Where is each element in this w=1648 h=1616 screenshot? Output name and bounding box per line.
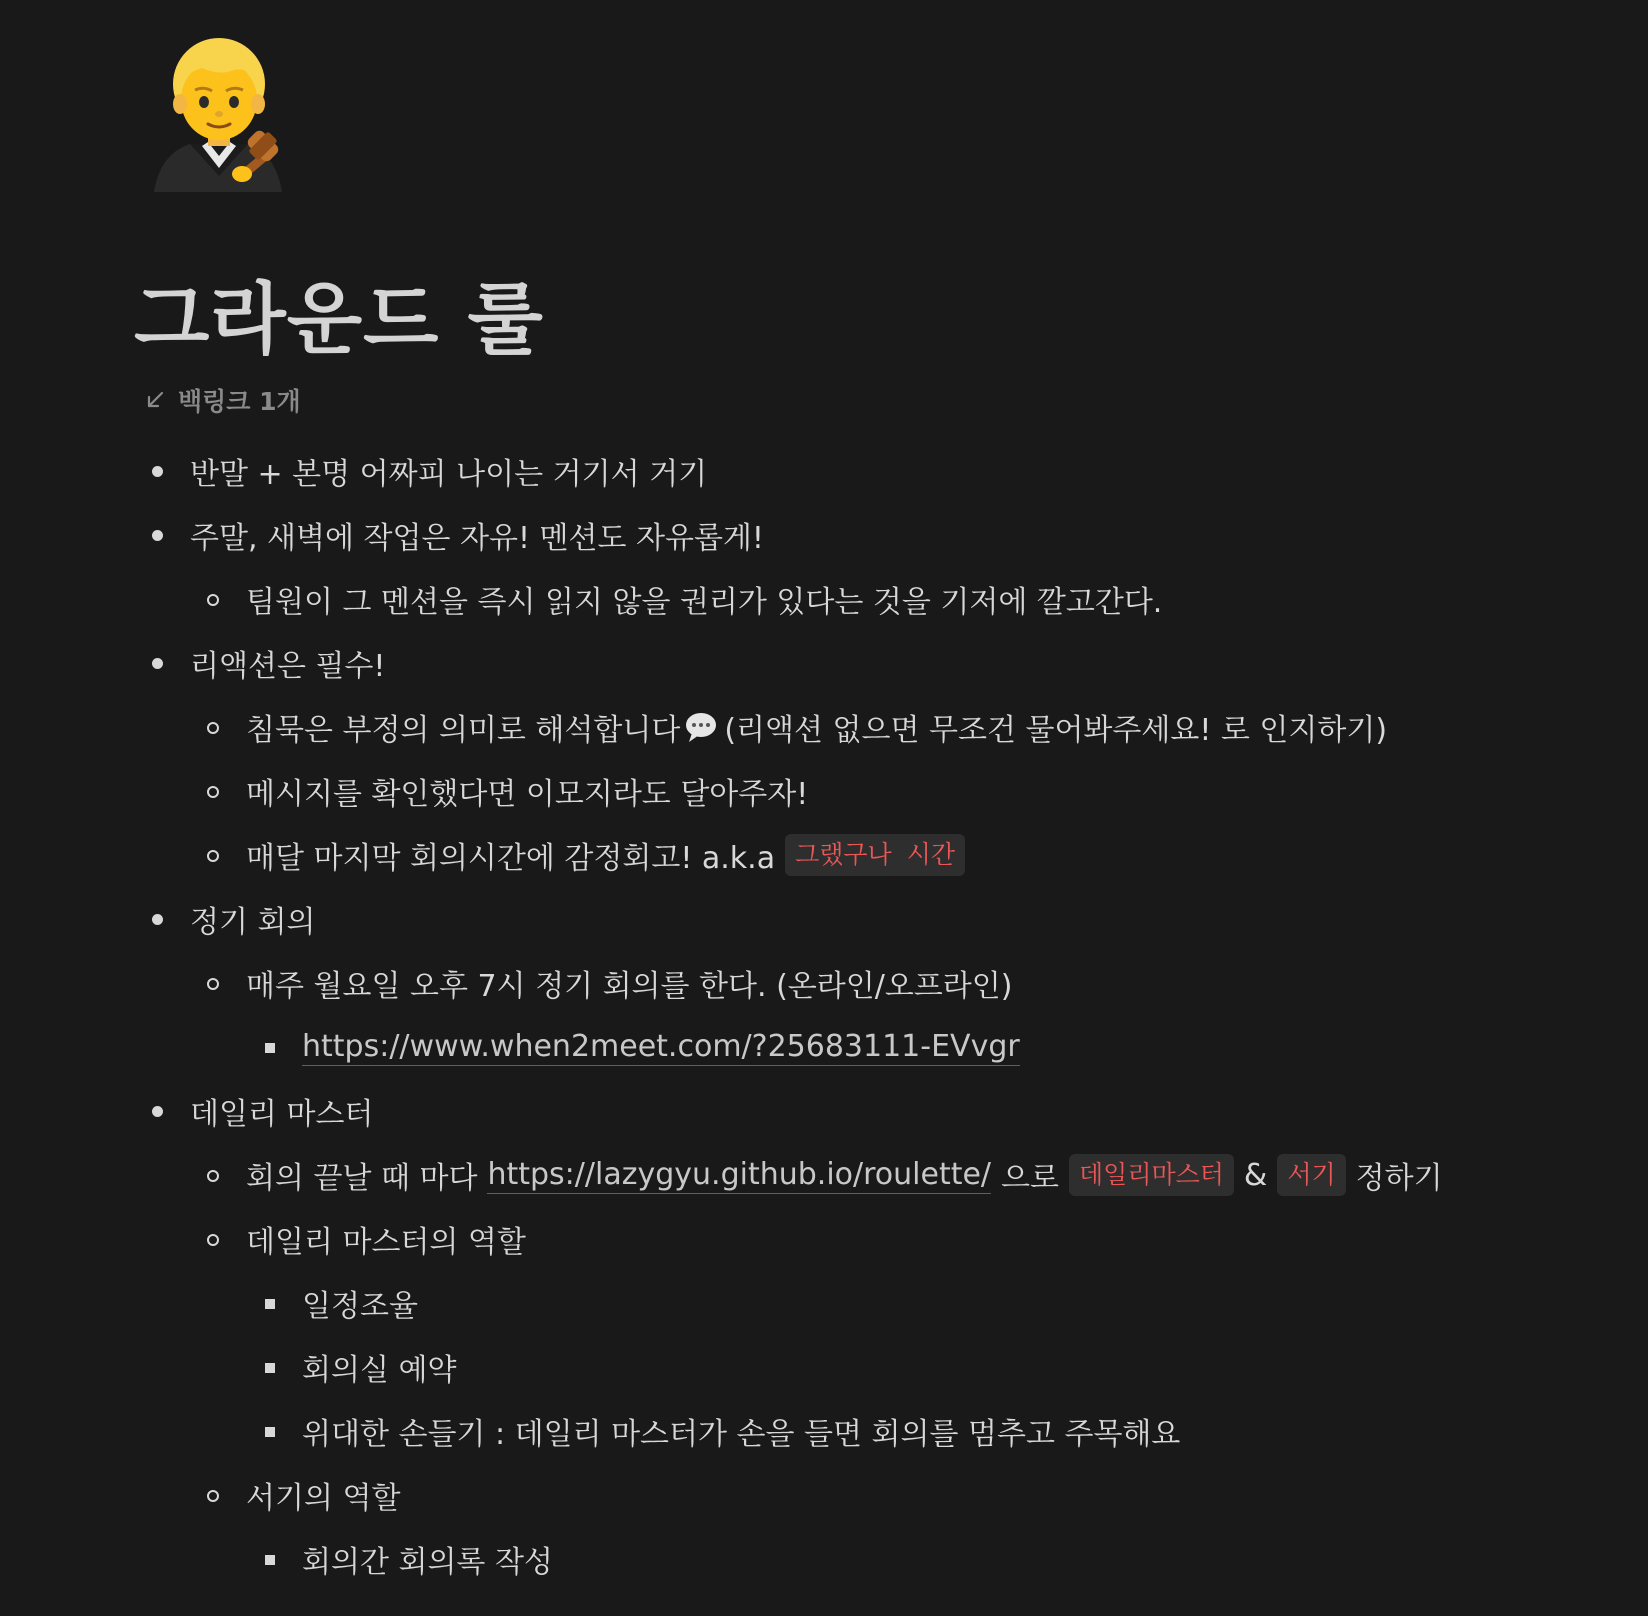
list-item-text: 일정조율 — [302, 1289, 418, 1324]
bullet-circle — [207, 1490, 219, 1502]
list-item-text: 매주 월요일 오후 7시 정기 회의를 한다. (온라인/오프라인) — [246, 969, 1013, 1004]
page-title[interactable]: 그라운드 룰 — [134, 275, 544, 365]
list-item[interactable] — [190, 510, 764, 560]
bullet-square — [265, 1555, 275, 1565]
list-item-text: 매달 마지막 회의시간에 감정회고! a.k.a — [246, 841, 776, 876]
list-item-text: 메시지를 확인했다면 이모지라도 달아주자! — [246, 777, 809, 812]
backlinks-label: 백링크 1개 — [178, 387, 301, 416]
list-item[interactable] — [246, 830, 965, 880]
list-item[interactable] — [246, 574, 1162, 624]
backlink-arrow-icon — [144, 389, 166, 411]
list-item-text: 데일리 마스터 — [190, 1097, 374, 1132]
list-item[interactable] — [190, 894, 315, 944]
bullet-square — [265, 1427, 275, 1437]
judge-emoji-icon[interactable] — [150, 36, 296, 192]
bullet-disc — [152, 658, 163, 669]
inline-code: 서기 — [1277, 1154, 1345, 1196]
list-item-text: 위대한 손들기 : 데일리 마스터가 손을 들면 회의를 멈추고 주목해요 — [302, 1417, 1181, 1452]
list-item-text: 데일리 마스터의 역할 — [246, 1225, 526, 1260]
list-item-text: 서기의 역할 — [246, 1481, 401, 1516]
list-item[interactable] — [190, 638, 385, 688]
list-item[interactable] — [302, 1342, 456, 1392]
roulette-link[interactable]: https://lazygyu.github.io/roulette/ — [487, 1156, 992, 1192]
list-item-text: 회의 끝날 때 마다 — [246, 1161, 478, 1196]
list-item[interactable] — [246, 1214, 526, 1264]
speech-bubble-icon — [684, 710, 718, 744]
bullet-square — [265, 1363, 275, 1373]
bullet-circle — [207, 1234, 219, 1246]
list-item[interactable] — [246, 766, 808, 816]
list-item[interactable] — [190, 446, 707, 496]
bullet-disc — [152, 466, 163, 477]
inline-code: 그랬구나 시간 — [785, 834, 965, 876]
bullet-circle — [207, 722, 219, 734]
when2meet-link[interactable]: https://www.when2meet.com/?25683111-EVvgr — [302, 1028, 1020, 1064]
list-item[interactable] — [302, 1278, 418, 1328]
list-item[interactable] — [246, 1470, 400, 1520]
list-item[interactable] — [302, 1534, 553, 1584]
bullet-disc — [152, 1106, 163, 1117]
bullet-square — [265, 1299, 275, 1309]
list-item-text: & — [1243, 1157, 1268, 1193]
list-item-text: 반말 + 본명 어짜피 나이는 거기서 거기 — [190, 457, 708, 492]
bullet-circle — [207, 850, 219, 862]
list-item[interactable] — [246, 1150, 1443, 1200]
backlinks-button[interactable] — [144, 380, 301, 420]
list-item[interactable] — [246, 958, 1012, 1008]
inline-code: 데일리마스터 — [1069, 1154, 1234, 1196]
bullet-disc — [152, 530, 163, 541]
list-item-text: 리액션은 필수! — [190, 649, 386, 684]
list-item-text: 정기 회의 — [190, 905, 316, 940]
list-item — [302, 1022, 1020, 1072]
list-item-text: 팀원이 그 멘션을 즉시 읽지 않을 권리가 있다는 것을 기저에 깔고간다. — [246, 585, 1163, 620]
list-item[interactable] — [190, 1086, 373, 1136]
bullet-square — [265, 1043, 275, 1053]
list-item[interactable] — [302, 1406, 1180, 1456]
bullet-disc — [152, 914, 163, 925]
bullet-circle — [207, 786, 219, 798]
list-item-text: 침묵은 부정의 의미로 해석합니다 — [246, 713, 681, 748]
list-item-text: (리액션 없으면 무조건 물어봐주세요! 로 인지하기) — [724, 713, 1388, 748]
list-item-text: 으로 — [1001, 1161, 1060, 1196]
list-item-text: 주말, 새벽에 작업은 자유! 멘션도 자유롭게! — [190, 521, 764, 556]
bullet-circle — [207, 594, 219, 606]
list-item[interactable] — [246, 702, 1387, 752]
list-item-text: 회의간 회의록 작성 — [302, 1545, 553, 1580]
bullet-circle — [207, 978, 219, 990]
bullet-circle — [207, 1170, 219, 1182]
list-item-text: 정하기 — [1355, 1161, 1443, 1196]
list-item-text: 회의실 예약 — [302, 1353, 457, 1388]
